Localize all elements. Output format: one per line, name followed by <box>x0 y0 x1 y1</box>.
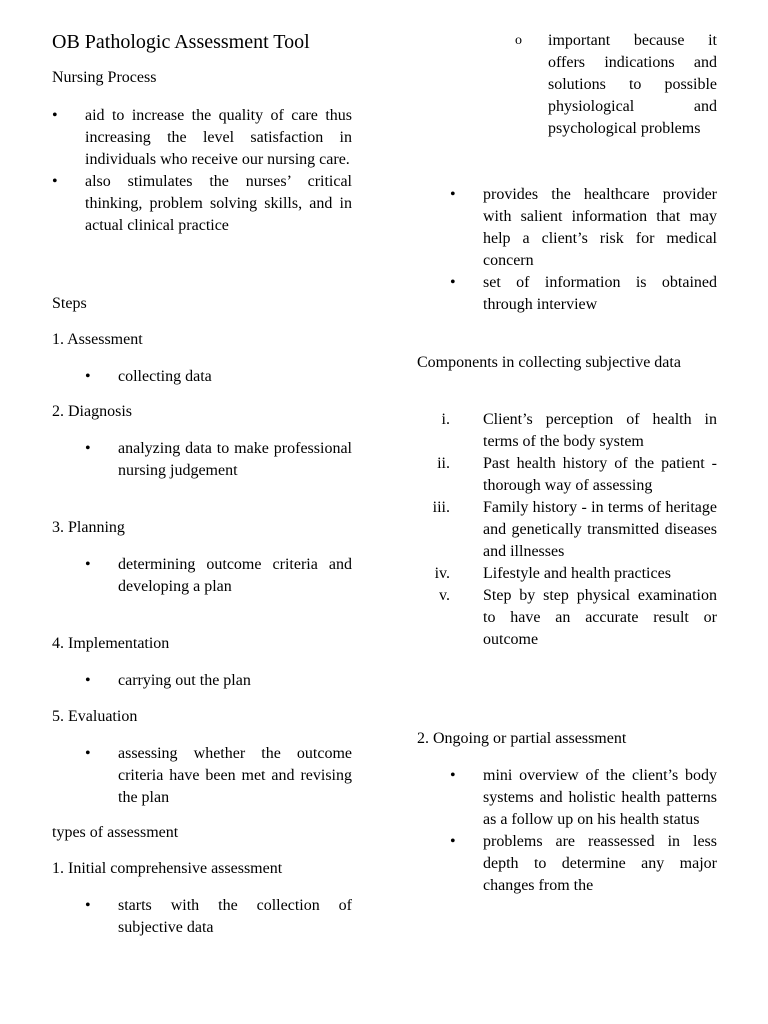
initial-assessment-label: 1. Initial comprehensive assessment <box>52 860 283 877</box>
list-item <box>450 272 717 316</box>
list-item <box>417 409 717 453</box>
bullet-dot-icon: • <box>450 186 456 203</box>
bullet-dot-icon: • <box>52 107 58 124</box>
list-item-text: Family history - in terms of heritage and genetically transmitted diseases and illnesses <box>483 499 717 560</box>
bullet-dot-icon: • <box>85 556 91 573</box>
list-item <box>52 171 352 237</box>
list-item <box>85 554 352 598</box>
bullet-dot-icon: • <box>85 672 91 689</box>
list-number: i. <box>441 411 450 428</box>
steps-heading: Steps <box>52 295 87 312</box>
ongoing-assessment-list <box>450 765 717 897</box>
list-number: ii. <box>437 455 450 472</box>
bullet-dot-icon: • <box>85 440 91 457</box>
list-item-text: aid to increase the quality of care thus increasing the level satisfaction in individuals who receive our nursing care. <box>85 107 352 168</box>
list-item <box>450 765 717 831</box>
bullet-dot-icon: • <box>52 173 58 190</box>
step-desc-list <box>85 366 352 388</box>
list-item-text: important because it offers indications and solutions to possible physiological and psychological problems <box>548 32 717 137</box>
list-number: v. <box>439 587 450 604</box>
list-item-text: carrying out the plan <box>118 672 251 689</box>
bullet-dot-icon: • <box>85 745 91 762</box>
step-label: 4. Implementation <box>52 635 170 652</box>
list-item-text: starts with the collection of subjective data <box>118 897 352 936</box>
list-item <box>515 30 717 140</box>
initial-assessment-more-list <box>450 184 717 316</box>
list-item <box>417 563 717 585</box>
list-item-text: collecting data <box>118 368 212 385</box>
list-item <box>417 453 717 497</box>
step-desc-list <box>85 554 352 598</box>
types-heading: types of assessment <box>52 824 179 841</box>
bullet-dot-icon: • <box>85 368 91 385</box>
list-number: iii. <box>432 499 450 516</box>
list-item-text: Lifestyle and health practices <box>483 565 671 582</box>
bullet-dot-icon: • <box>450 274 456 291</box>
step-desc-list <box>85 743 352 809</box>
list-item-text: set of information is obtained through interview <box>483 274 717 313</box>
list-item <box>417 497 717 563</box>
step-desc-list <box>85 670 352 692</box>
step-label: 3. Planning <box>52 519 125 536</box>
bullet-dot-icon: • <box>450 767 456 784</box>
list-item <box>450 831 717 897</box>
ongoing-assessment-label: 2. Ongoing or partial assessment <box>417 730 627 747</box>
list-item-text: assessing whether the outcome criteria have been met and revising the plan <box>118 745 352 806</box>
list-item-text: problems are reassessed in less depth to determine any major changes from the <box>483 833 717 894</box>
hollow-circle-icon: o <box>515 33 522 48</box>
components-heading: Components in collecting subjective data <box>417 354 681 371</box>
step-label: 1. Assessment <box>52 331 143 348</box>
list-number: iv. <box>434 565 450 582</box>
list-item <box>85 743 352 809</box>
list-item-text: determining outcome criteria and developing a plan <box>118 556 352 595</box>
step-label: 5. Evaluation <box>52 708 138 725</box>
list-item <box>85 438 352 482</box>
list-item <box>52 105 352 171</box>
bullet-dot-icon: • <box>85 897 91 914</box>
nursing-process-list <box>52 105 352 237</box>
list-item-text: Step by step physical examination to have an accurate result or outcome <box>483 587 717 648</box>
step-desc-list <box>85 438 352 482</box>
list-item <box>417 585 717 651</box>
list-item-text: analyzing data to make professional nursing judgement <box>118 440 352 479</box>
list-item-text: mini overview of the client’s body systems and holistic health patterns as a follow up on his health status <box>483 767 717 828</box>
list-item-text: Client’s perception of health in terms of the body system <box>483 411 717 450</box>
bullet-dot-icon: • <box>450 833 456 850</box>
initial-assessment-list <box>85 895 352 939</box>
nursing-process-heading: Nursing Process <box>52 69 157 86</box>
page-title: OB Pathologic Assessment Tool <box>52 31 310 53</box>
step-label: 2. Diagnosis <box>52 403 132 420</box>
list-item-text: Past health history of the patient - thorough way of assessing <box>483 455 717 494</box>
sub-bullet-list <box>515 30 717 140</box>
list-item <box>450 184 717 272</box>
components-list <box>417 409 717 651</box>
list-item <box>85 670 352 692</box>
list-item-text: provides the healthcare provider with salient information that may help a client’s risk for medical concern <box>483 186 717 269</box>
list-item <box>85 895 352 939</box>
list-item-text: also stimulates the nurses’ critical thinking, problem solving skills, and in actual clinical practice <box>85 173 352 234</box>
list-item <box>85 366 352 388</box>
